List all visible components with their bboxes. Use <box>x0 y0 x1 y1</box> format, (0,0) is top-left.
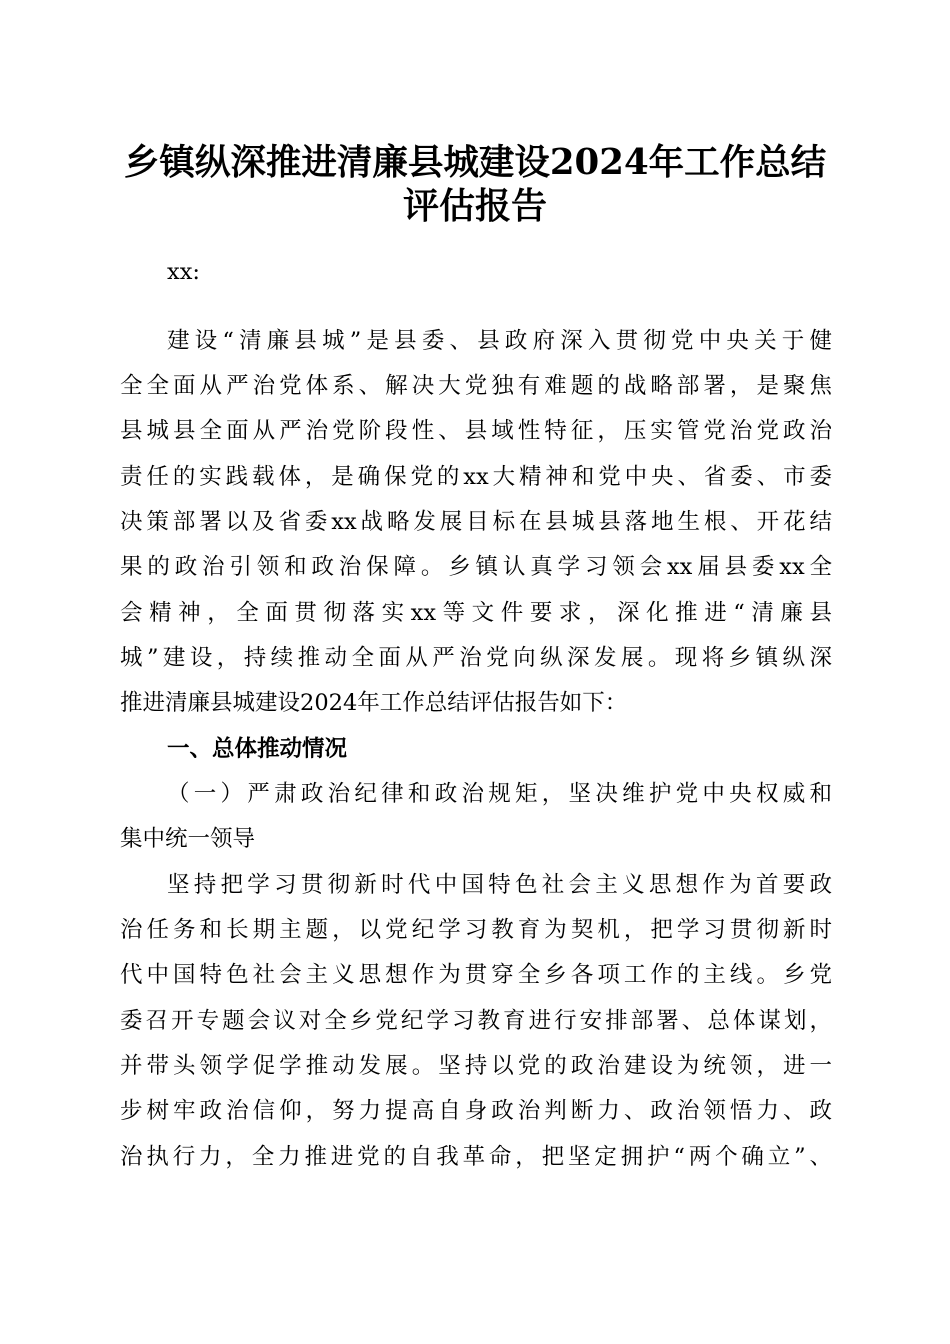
paragraph-line: 委召开专题会议对全乡党纪学习教育进行安排部署、总体谋划， <box>120 1008 832 1034</box>
subsection-heading: 集中统一领导 <box>120 826 256 852</box>
paragraph-line: 坚持把学习贯彻新时代中国特色社会主义思想作为首要政 <box>167 872 832 898</box>
paragraph-line: 县城县全面从严治党阶段性、县域性特征，压实管党治党政治 <box>120 418 832 444</box>
paragraph-line: 治任务和长期主题，以党纪学习教育为契机，把学习贯彻新时 <box>120 917 832 943</box>
paragraph-line: 代中国特色社会主义思想作为贯穿全乡各项工作的主线。乡党 <box>120 962 832 988</box>
paragraph-line: 推进清廉县城建设2024年工作总结评估报告如下： <box>120 690 628 716</box>
paragraph-line: 并带头领学促学推动发展。坚持以党的政治建设为统领，进一 <box>120 1053 832 1079</box>
paragraph-line: 城”建设，持续推动全面从严治党向纵深发展。现将乡镇纵深 <box>120 645 832 671</box>
paragraph-line: 治执行力，全力推进党的自我革命，把坚定拥护“两个确立”、 <box>120 1144 832 1170</box>
paragraph-line: 责任的实践载体，是确保党的xx大精神和党中央、省委、市委 <box>120 464 832 490</box>
paragraph-line: 会精神，全面贯彻落实xx等文件要求，深化推进“清廉县 <box>120 600 832 626</box>
subsection-heading: （一）严肃政治纪律和政治规矩，坚决维护党中央权威和 <box>167 781 832 807</box>
document-title-line-2: 评估报告 <box>402 185 547 227</box>
document-title-line-1: 乡镇纵深推进清廉县城建设2024年工作总结 <box>123 142 827 183</box>
paragraph-line: 决策部署以及省委xx战略发展目标在县城县落地生根、开花结 <box>120 509 832 535</box>
paragraph-line: 全全面从严治党体系、解决大党独有难题的战略部署，是聚焦 <box>120 373 832 399</box>
section-heading: 一、总体推动情况 <box>167 736 348 762</box>
salutation: xx: <box>167 259 200 285</box>
paragraph-line: 建设“清廉县城”是县委、县政府深入贯彻党中央关于健 <box>167 328 832 354</box>
paragraph-line: 步树牢政治信仰，努力提高自身政治判断力、政治领悟力、政 <box>120 1098 832 1124</box>
paragraph-line: 果的政治引领和政治保障。乡镇认真学习领会xx届县委xx全 <box>120 554 832 580</box>
